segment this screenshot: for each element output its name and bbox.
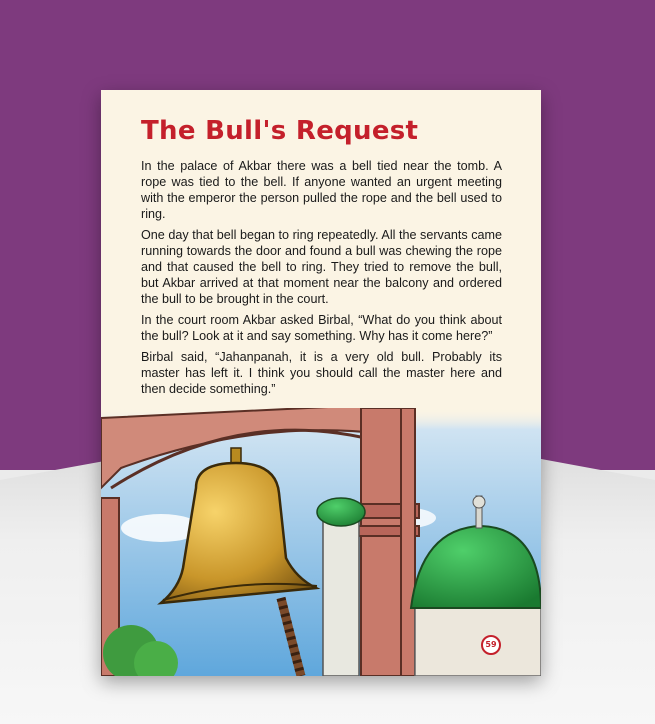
paragraph-1: In the palace of Akbar there was a bell tied near the tomb. A rope was tied to the bell. If anyone wanted an urgent meeting with the emperor the person pulled the rope and the bell used to ring. — [141, 159, 502, 221]
book-page — [101, 90, 541, 676]
page-title: The Bull's Request — [141, 116, 419, 146]
bell-illustration — [101, 408, 541, 676]
edge-column — [401, 408, 415, 676]
mosque-base — [415, 608, 541, 676]
paragraph-4: Birbal said, “Jahanpanah, it is a very old bull. Probably its master has left it. I think you should call the master here and then decide something.” — [141, 350, 502, 396]
paragraph-2: One day that bell began to ring repeatedly. All the servants came running towards the door and found a bull was chewing the rope and that caused the bell to ring. They tried to remove the bull, but Akbar arrived at that moment near the balcony and ordered the bull to be brought in the court. — [141, 228, 502, 306]
story-text — [141, 158, 502, 402]
paragraph-3: In the court room Akbar asked Birbal, “What do you think about the bull? Look at it and say something. Why has it come here?” — [141, 313, 502, 343]
page-number: 59 — [481, 635, 501, 655]
minaret-dome — [317, 498, 365, 526]
minaret — [323, 516, 359, 676]
dome-finial-top — [473, 496, 485, 508]
